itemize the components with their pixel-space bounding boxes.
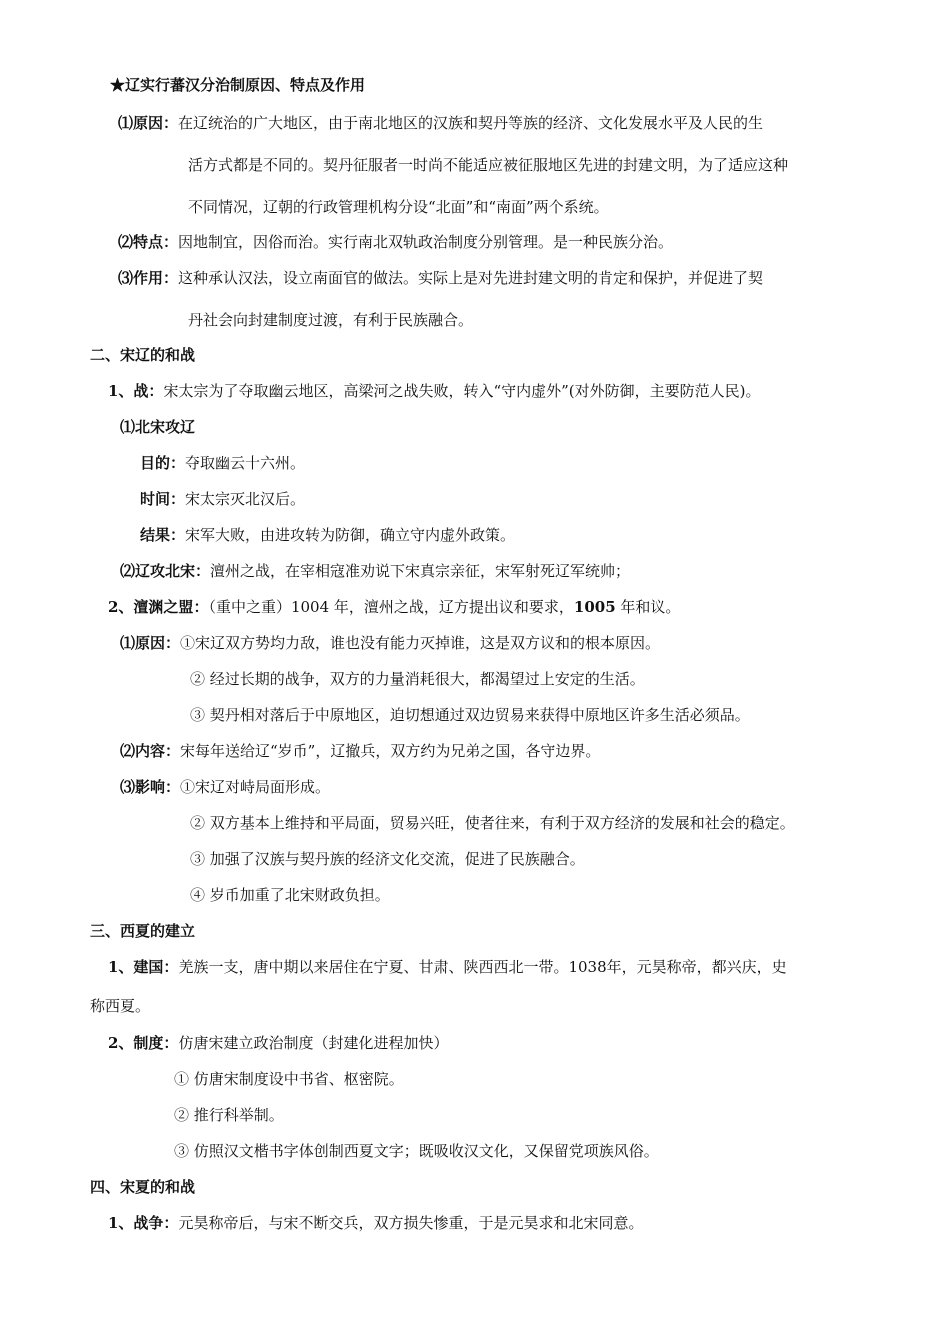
treaty-line: [108, 596, 680, 618]
result-label: 结果：: [140, 526, 186, 544]
treaty-text-c: 年和议。: [615, 598, 681, 616]
war-label: 1、战：: [108, 382, 164, 400]
goal-label: 目的：: [140, 454, 186, 472]
reason-label: ⑴原因：: [118, 114, 179, 132]
song-xia-war-line: [108, 1212, 643, 1234]
treaty-reason-3: ③ 契丹相对落后于中原地区，迫切想通过双边贸易来获得中原地区许多生活必须品。: [190, 706, 750, 724]
effect-text-2: 丹社会向封建制度过渡，有利于民族融合。: [188, 311, 474, 329]
system-item-1: ① 仿唐宋制度设中书省、枢密院。: [174, 1070, 404, 1088]
treaty-label: 2、澶渊之盟：: [108, 598, 209, 616]
section-heading-song-liao: 二、宋辽的和战: [90, 346, 196, 364]
effect-text-1: 这种承认汉法，设立南面官的做法。实际上是对先进封建文明的肯定和保护，并促进了契: [178, 269, 764, 287]
reason-line-1: [118, 112, 763, 134]
found-text-1: 羌族一支，唐中期以来居住在宁夏、甘肃、陕西西北一带。1038年，元昊称帝，都兴庆，史: [178, 958, 787, 976]
section-heading-liao-system: ★辽实行蕃汉分治制原因、特点及作用: [110, 76, 366, 94]
found-line-1: [108, 956, 787, 978]
treaty-reason-2: ② 经过长期的战争，双方的力量消耗很大，都渴望过上安定的生活。: [190, 670, 645, 688]
treaty-text-a: （重中之重）1004 年，澶州之战，辽方提出议和要求，: [208, 598, 574, 616]
treaty-reason-label: ⑴原因：: [120, 634, 181, 652]
reason-text-3: 不同情况，辽朝的行政管理机构分设“北面”和“南面”两个系统。: [188, 198, 609, 216]
system-line: [108, 1032, 448, 1054]
treaty-impact-2: ② 双方基本上维持和平局面，贸易兴旺，使者往来，有利于双方经济的发展和社会的稳定。: [190, 814, 795, 832]
war-text: 宋太宗为了夺取幽云地区，高梁河之战失败，转入“守内虚外”(对外防御，主要防范人民)。: [163, 382, 761, 400]
goal-text: 夺取幽云十六州。: [185, 454, 306, 472]
song-xia-war-text: 元昊称帝后，与宋不断交兵，双方损失惨重，于是元昊求和北宋同意。: [178, 1214, 644, 1232]
treaty-reason-line: [120, 632, 660, 654]
treaty-impact-4: ④ 岁币加重了北宋财政负担。: [190, 886, 390, 904]
effect-label: ⑶作用：: [118, 269, 179, 287]
time-label: 时间：: [140, 490, 186, 508]
war-line: [108, 380, 760, 402]
result-text: 宋军大败，由进攻转为防御，确立守内虚外政策。: [185, 526, 516, 544]
system-text: 仿唐宋建立政治制度（封建化进程加快）: [178, 1034, 449, 1052]
treaty-reason-1: ①宋辽双方势均力敌，谁也没有能力灭掉谁，这是双方议和的根本原因。: [180, 634, 661, 652]
liao-attack-text: 澶州之战，在宰相寇准劝说下宋真宗亲征，宋军射死辽军统帅；: [210, 562, 631, 580]
time-line: [140, 488, 305, 510]
found-text-2: 称西夏。: [90, 997, 151, 1015]
found-label: 1、建国：: [108, 958, 179, 976]
song-xia-war-label: 1、战争：: [108, 1214, 179, 1232]
treaty-impact-3: ③ 加强了汉族与契丹族的经济文化交流，促进了民族融合。: [190, 850, 585, 868]
attack-liao-label: ⑴北宋攻辽: [120, 418, 196, 436]
effect-line-1: [118, 267, 763, 289]
liao-attack-line: [120, 560, 630, 582]
treaty-impact-line: [120, 776, 330, 798]
result-line: [140, 524, 515, 546]
system-label: 2、制度：: [108, 1034, 179, 1052]
treaty-impact-1: ①宋辽对峙局面形成。: [180, 778, 331, 796]
system-item-2: ② 推行科举制。: [174, 1106, 284, 1124]
reason-text-2: 活方式都是不同的。契丹征服者一时尚不能适应被征服地区先进的封建文明，为了适应这种: [188, 156, 789, 174]
reason-text-1: 在辽统治的广大地区，由于南北地区的汉族和契丹等族的经济、文化发展水平及人民的生: [178, 114, 764, 132]
goal-line: [140, 452, 305, 474]
section-heading-xixia: 三、西夏的建立: [90, 922, 196, 940]
treaty-content-label: ⑵内容：: [120, 742, 181, 760]
liao-attack-label: ⑵辽攻北宋：: [120, 562, 211, 580]
treaty-content-line: [120, 740, 600, 762]
feature-label: ⑵特点：: [118, 233, 179, 251]
feature-line: [118, 231, 673, 253]
system-item-3: ③ 仿照汉文楷书字体创制西夏文字；既吸收汉文化，又保留党项族风俗。: [174, 1142, 659, 1160]
treaty-content-text: 宋每年送给辽“岁币”，辽撤兵，双方约为兄弟之国，各守边界。: [180, 742, 601, 760]
treaty-year: 1005: [573, 598, 616, 616]
feature-text: 因地制宜，因俗而治。实行南北双轨政治制度分别管理。是一种民族分治。: [178, 233, 674, 251]
treaty-impact-label: ⑶影响：: [120, 778, 181, 796]
section-heading-song-xia: 四、宋夏的和战: [90, 1178, 196, 1196]
time-text: 宋太宗灭北汉后。: [185, 490, 306, 508]
